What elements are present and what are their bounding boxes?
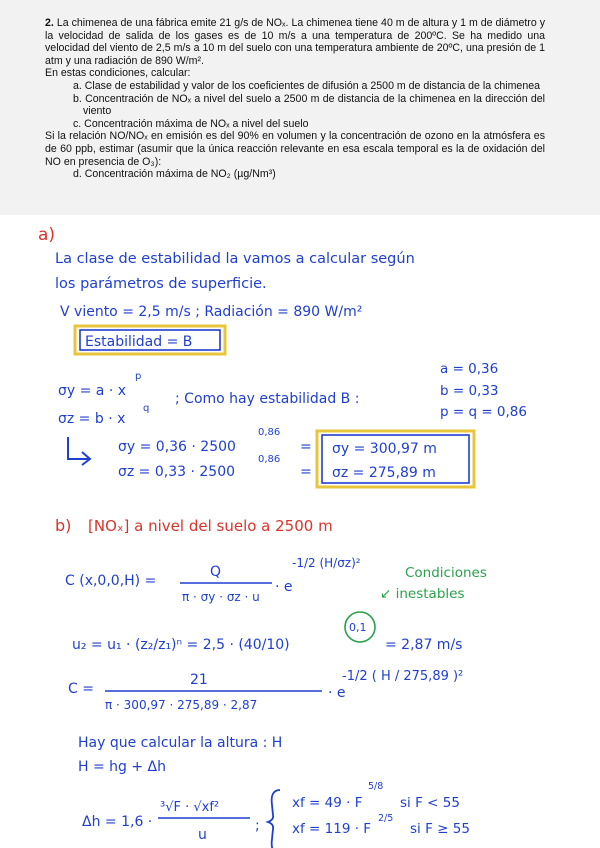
problem-text: [45, 17, 545, 181]
gauss-exp: · e: [275, 579, 293, 595]
problem-item-d: d. Concentración máxima de NO₂ (µg/Nm³): [73, 168, 276, 181]
dh-frac-num: ³√F · √xf²: [160, 800, 220, 815]
c-num: 21: [190, 672, 208, 688]
height-eq: H = hg + Δh: [78, 759, 166, 775]
boxed-stability: Estabilidad = B: [85, 334, 193, 350]
svg-text:=: =: [300, 464, 312, 480]
result-y: σy = 300,97 m: [332, 441, 437, 457]
c-lhs: C =: [68, 681, 94, 697]
dh-frac-den: u: [198, 827, 207, 843]
problem-item-b: b. Concentración de NOₓ a nivel del suelo a 2500 m de distancia de la chimenea en la dirección del viento: [73, 92, 545, 118]
sigma-y-def: σy = a · x: [58, 383, 127, 399]
problem-item-a: a. Clase de estabilidad y valor de los coeficientes de difusión a 2500 m de distancia de la chimenea: [73, 79, 540, 92]
exp-q: q: [143, 403, 150, 414]
calc-y-exp: 0,86: [258, 427, 281, 438]
xf-1-exp: 5/8: [368, 781, 384, 792]
wind-result: = 2,87 m/s: [385, 637, 463, 653]
problem-statement: [0, 0, 600, 215]
problem-instruction: En estas condiciones, calcular:: [45, 67, 191, 80]
line-a1: La clase de estabilidad la vamos a calcular según: [55, 251, 415, 267]
como-hay-text: ; Como hay estabilidad B :: [175, 391, 360, 407]
sigma-z-def: σz = b · x: [58, 411, 126, 427]
height-title: Hay que calcular la altura : H: [78, 735, 283, 751]
c-exp: · e: [328, 685, 346, 701]
c-exp-sup: -1/2 ( H / 275,89 )²: [342, 669, 464, 684]
problem-followup: Si la relación NO/NOₓ en emisión es del 90% en volumen y la concentración de ozono en la atmósfera es de 60 ppb, estimar (asumir que la única reacción relevante en esa escala temporal es la de oxidación del NO en presencia de O₃):: [45, 130, 545, 168]
problem-item-c: c. Concentración máxima de NOₓ a nivel del suelo: [73, 117, 309, 130]
line-a3: V viento = 2,5 m/s ; Radiación = 890 W/m²: [60, 304, 363, 320]
problem-intro: La chimenea de una fábrica emite 21 g/s de NOₓ. La chimenea tiene 40 m de altura y 1 m de diámetro y la velocidad de salida de los gases es de 10 m/s a una temperatura de 200ºC. Se ha medido una velocidad del viento de 2,5 m/s a 10 m del suelo con una temperatura ambiente de 20ºC, una presión de 1 atm y una radiación de 890 W/m².: [45, 17, 546, 67]
calc-y: σy = 0,36 · 2500: [118, 439, 236, 455]
brace-icon: [268, 790, 280, 848]
svg-text:=: =: [300, 439, 312, 455]
gauss-exp-sup: -1/2 (H/σz)²: [292, 556, 361, 570]
xf-1: xf = 49 · F: [292, 795, 363, 811]
exp-p: p: [135, 371, 142, 382]
param-b: b = 0,33: [440, 383, 499, 399]
problem-number: 2.: [45, 17, 54, 29]
xf-1-cond: si F < 55: [400, 795, 460, 811]
xf-2: xf = 119 · F: [292, 821, 372, 837]
gauss-den: π · σy · σz · u: [182, 590, 260, 604]
xf-2-cond: si F ≥ 55: [410, 821, 470, 837]
gauss-lhs: C (x,0,0,H) =: [65, 573, 157, 589]
handwritten-solution: [0, 215, 600, 848]
result-z: σz = 275,89 m: [332, 465, 436, 481]
param-pq: p = q = 0,86: [440, 404, 527, 420]
c-den: π · 300,97 · 275,89 · 2,87: [105, 698, 258, 712]
circled-n: 0,1: [349, 621, 367, 634]
note-inestables: ↙ inestables: [380, 586, 465, 602]
xf-2-exp: 2/5: [378, 813, 394, 824]
gauss-num: Q: [210, 564, 222, 580]
calc-z-exp: 0,86: [258, 454, 281, 465]
label-a: a): [38, 225, 56, 245]
dh-lhs: Δh = 1,6 ·: [82, 814, 153, 830]
label-b: b): [55, 516, 72, 535]
param-a: a = 0,36: [440, 361, 499, 377]
arrow-icon: [68, 437, 90, 465]
calc-z: σz = 0,33 · 2500: [118, 464, 236, 480]
note-condiciones: Condiciones: [405, 565, 487, 581]
title-b: [NOₓ] a nivel del suelo a 2500 m: [88, 517, 333, 535]
wind-eq: u₂ = u₁ · (z₂/z₁)ⁿ = 2,5 · (40/10): [72, 637, 290, 653]
line-a2: los parámetros de superficie.: [55, 276, 267, 292]
svg-text:;: ;: [255, 818, 260, 834]
